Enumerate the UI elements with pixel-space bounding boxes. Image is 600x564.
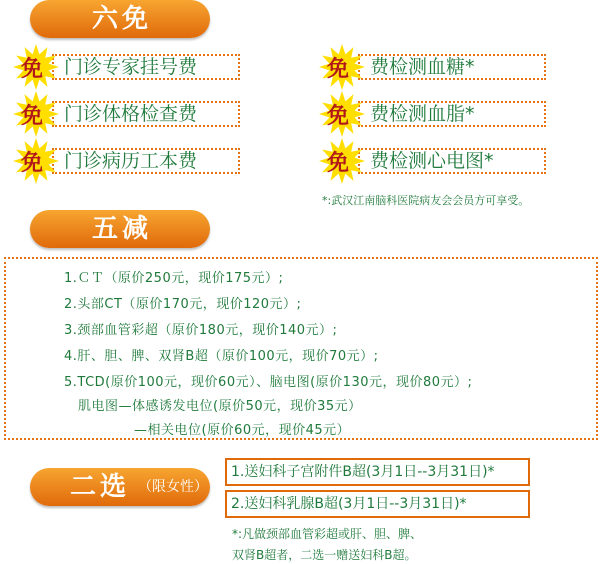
mian-badge-icon [12, 91, 60, 137]
erxuan-title-pill [30, 468, 210, 506]
wujian-line: 3.颈部血管彩超（原价180元，现价140元）; [64, 323, 338, 338]
wujian-line: —相关电位(原价60元，现价45元） [134, 423, 351, 438]
mian-badge-icon [12, 44, 60, 90]
erxuan-option-label: 1.送妇科子宫附件B超(3月1日--3月31日)* [231, 464, 495, 480]
wujian-line: 1.ＣＴ（原价250元，现价175元）; [64, 271, 284, 286]
mian-badge-char: 免 [327, 56, 350, 82]
liumian-item-label: 门诊体格检查费 [64, 103, 198, 125]
wujian-line: 5.TCD(原价100元，现价60元）、脑电图(原价130元，现价80元）; [64, 375, 473, 390]
liumian-item [12, 99, 242, 129]
mian-badge-icon [12, 138, 60, 184]
liumian-item-label: 门诊专家挂号费 [64, 56, 198, 78]
erxuan-option [225, 490, 530, 518]
liumian-title-pill [30, 0, 210, 38]
liumian-item [318, 52, 548, 82]
liumian-item-label: 费检测血脂* [370, 103, 475, 125]
erxuan-option [225, 458, 530, 486]
liumian-note: *:武汉江南脑科医院病友会会员方可享受。 [322, 194, 530, 207]
mian-badge-icon [318, 91, 366, 137]
liumian-item [318, 99, 548, 129]
mian-badge-char: 免 [21, 150, 44, 176]
liumian-item [318, 146, 548, 176]
mian-badge-char: 免 [327, 150, 350, 176]
wujian-title-pill [30, 210, 210, 248]
liumian-title: 六免 [92, 4, 153, 34]
wujian-line: 2.头部CT（原价170元，现价120元）; [64, 297, 302, 312]
erxuan-option-label: 2.送妇科乳腺B超(3月1日--3月31日)* [231, 496, 467, 512]
mian-badge-char: 免 [21, 103, 44, 129]
mian-badge-char: 免 [327, 103, 350, 129]
erxuan-note-line: *:凡做颈部血管彩超或肝、胆、脾、 [232, 527, 423, 541]
liumian-item-label: 门诊病历工本费 [64, 150, 198, 172]
wujian-line: 4.肝、胆、脾、双肾B超（原价100元，现价70元）; [64, 349, 379, 364]
liumian-item [12, 146, 242, 176]
liumian-item-label: 费检测血糖* [370, 56, 475, 78]
mian-badge-icon [318, 44, 366, 90]
mian-badge-char: 免 [21, 56, 44, 82]
wujian-box [4, 257, 598, 440]
liumian-item [12, 52, 242, 82]
erxuan-note-line: 双肾B超者，二选一赠送妇科B超。 [232, 548, 417, 562]
erxuan-title: 二选 [70, 472, 131, 502]
wujian-title: 五减 [92, 214, 153, 244]
erxuan-subtitle: （限女性） [138, 479, 208, 495]
mian-badge-icon [318, 138, 366, 184]
wujian-line: 肌电图—体感诱发电位(原价50元，现价35元） [78, 399, 362, 414]
liumian-item-label: 费检测心电图* [370, 150, 494, 172]
